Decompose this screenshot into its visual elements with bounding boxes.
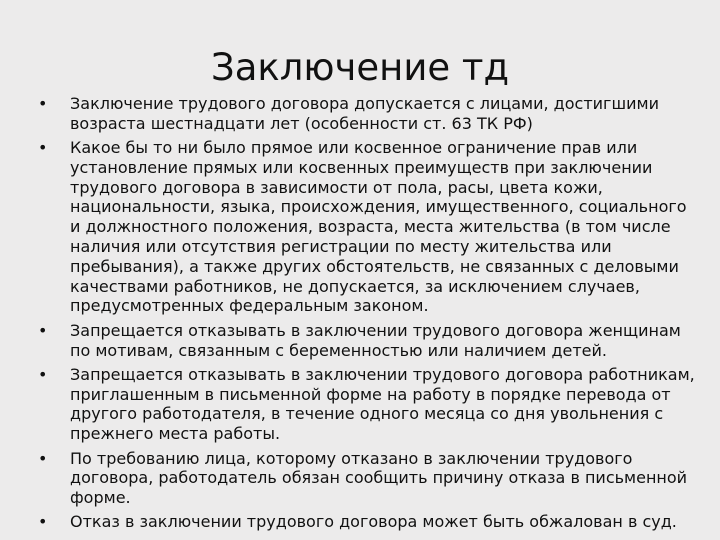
bullet-text: Запрещается отказывать в заключении трудового договора работникам, приглашенным в письменной форме на работу в порядке перевода от другого работодателя, в течение одного месяца со дня увольнения с прежнего места работы. bbox=[70, 364, 695, 444]
bullet-list bbox=[38, 94, 698, 532]
bullet-dot-icon: • bbox=[38, 448, 48, 468]
bullet-item bbox=[38, 512, 698, 532]
bullet-item bbox=[38, 449, 698, 508]
bullet-dot-icon: • bbox=[38, 320, 48, 340]
bullet-dot-icon: • bbox=[38, 364, 48, 384]
bullet-text: Запрещается отказывать в заключении трудового договора женщинам по мотивам, связанным с беременностью или наличием детей. bbox=[70, 320, 681, 360]
slide-title: Заключение тд bbox=[210, 46, 510, 89]
bullet-dot-icon: • bbox=[38, 138, 48, 158]
bullet-item bbox=[38, 138, 698, 316]
bullet-dot-icon: • bbox=[38, 512, 48, 532]
bullet-dot-icon: • bbox=[38, 94, 48, 113]
bullet-text: Заключение трудового договора допускается с лицами, достигшими возраста шестнадцати лет (особенности ст. 63 ТК РФ) bbox=[70, 94, 659, 133]
bullet-item bbox=[38, 94, 698, 134]
bullet-item bbox=[38, 321, 698, 361]
bullet-text: Какое бы то ни было прямое или косвенное ограничение прав или установление прямых или косвенных преимуществ при заключении трудового договора в зависимости от пола, расы, цвета кожи, национальности, языка, происхождения, имущественного, социального и должностного положения, возраста, места жительства (в том числе наличия или отсутствия регистрации по месту жительства или пребывания), а также других обстоятельств, не связанных с деловыми качествами работников, не допускается, за исключением случаев, предусмотренных федеральным законом. bbox=[70, 138, 687, 316]
slide-content bbox=[38, 94, 698, 537]
bullet-item bbox=[38, 365, 698, 444]
bullet-text: По требованию лица, которому отказано в заключении трудового договора, работодатель обязан сообщить причину отказа в письменной форме. bbox=[70, 448, 688, 508]
bullet-text: Отказ в заключении трудового договора может быть обжалован в суд. bbox=[70, 512, 677, 532]
